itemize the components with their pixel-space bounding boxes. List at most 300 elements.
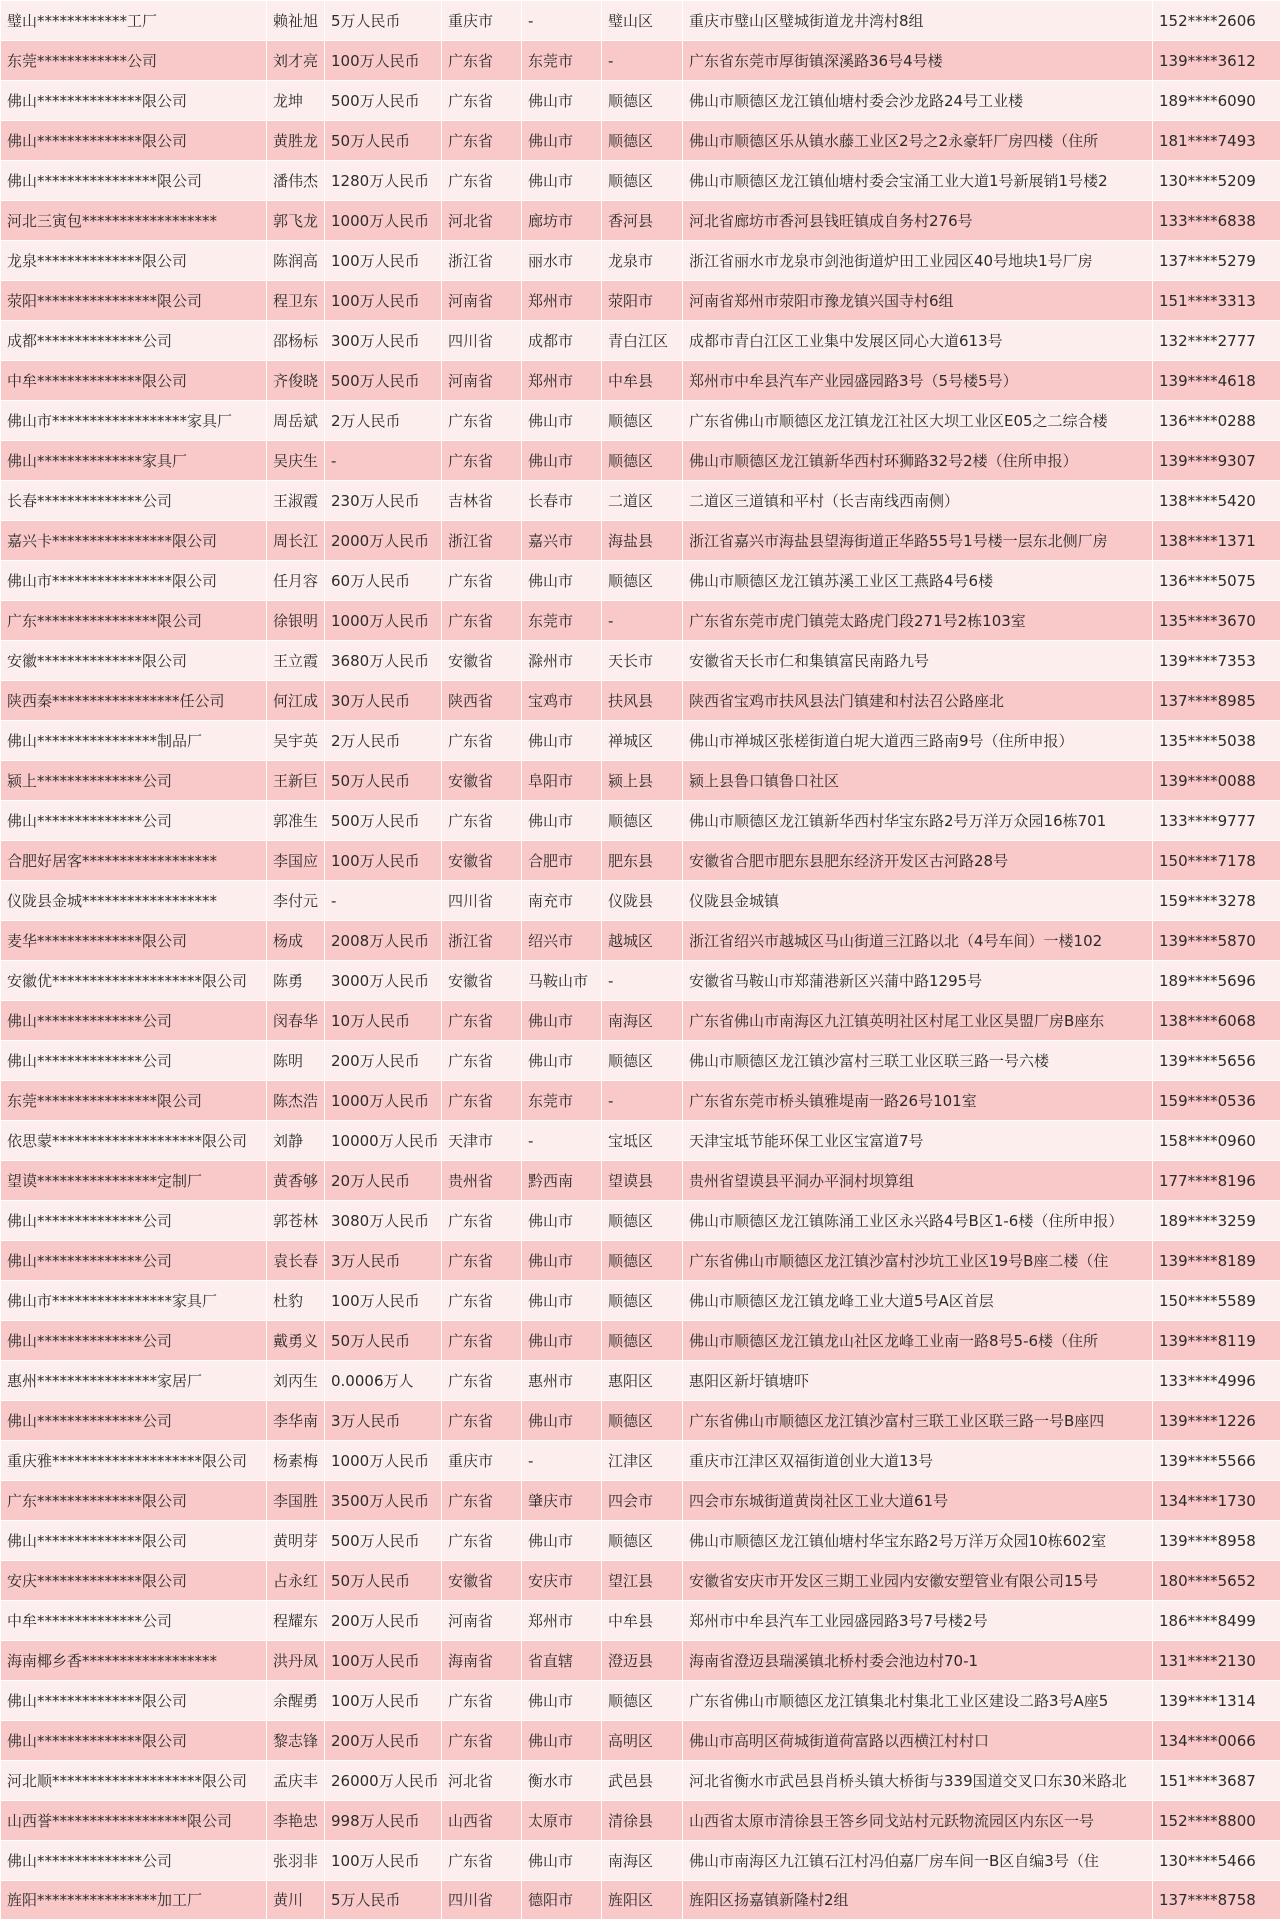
- address-cell: 重庆市璧山区璧城街道龙井湾村8组: [683, 1, 1153, 41]
- phone-cell: 139****1226: [1153, 1401, 1280, 1441]
- legal-person-cell: 龙坤: [267, 81, 325, 121]
- address-cell: 浙江省嘉兴市海盐县望海街道正华路55号1号楼一层东北侧厂房: [683, 521, 1153, 561]
- district-cell: 南海区: [602, 1001, 683, 1041]
- address-cell: 安徽省合肥市肥东县肥东经济开发区古河路28号: [683, 841, 1153, 881]
- company-name-cell: 安徽优********************限公司: [1, 961, 267, 1001]
- registered-capital-cell: 26000万人民币: [325, 1761, 442, 1801]
- address-cell: 安徽省天长市仁和集镇富民南路九号: [683, 641, 1153, 681]
- company-name-cell: 东莞****************限公司: [1, 1081, 267, 1121]
- city-cell: 宝鸡市: [522, 681, 602, 721]
- phone-cell: 159****0536: [1153, 1081, 1280, 1121]
- table-row: [1, 641, 1280, 681]
- legal-person-cell: 李国胜: [267, 1481, 325, 1521]
- legal-person-cell: 黄明芽: [267, 1521, 325, 1561]
- phone-cell: 159****3278: [1153, 881, 1280, 921]
- phone-cell: 138****5420: [1153, 481, 1280, 521]
- company-name-cell: 中牟**************限公司: [1, 361, 267, 401]
- address-cell: 郑州市中牟县汽车产业园盛园路3号（5号楼5号）: [683, 361, 1153, 401]
- address-cell: 浙江省绍兴市越城区马山街道三江路以北（4号车间）一楼102: [683, 921, 1153, 961]
- phone-cell: 134****1730: [1153, 1481, 1280, 1521]
- company-name-cell: 安庆**************限公司: [1, 1561, 267, 1601]
- district-cell: 顺德区: [602, 1681, 683, 1721]
- address-cell: 山西省太原市清徐县王答乡同戈站村元跃物流园区内东区一号: [683, 1801, 1153, 1841]
- province-cell: 广东省: [442, 121, 522, 161]
- address-cell: 颍上县鲁口镇鲁口社区: [683, 761, 1153, 801]
- district-cell: 清徐县: [602, 1801, 683, 1841]
- table-row: [1, 721, 1280, 761]
- district-cell: 顺德区: [602, 561, 683, 601]
- city-cell: 佛山市: [522, 161, 602, 201]
- phone-cell: 152****8800: [1153, 1801, 1280, 1841]
- district-cell: 旌阳区: [602, 1881, 683, 1920]
- registered-capital-cell: 50万人民币: [325, 761, 442, 801]
- table-row: [1, 401, 1280, 441]
- legal-person-cell: 李国应: [267, 841, 325, 881]
- company-name-cell: 山西誉******************限公司: [1, 1801, 267, 1841]
- phone-cell: 151****3687: [1153, 1761, 1280, 1801]
- registered-capital-cell: 200万人民币: [325, 1721, 442, 1761]
- table-row: [1, 841, 1280, 881]
- table-row: [1, 201, 1280, 241]
- address-cell: 广东省佛山市顺德区龙江镇集北村集北工业区建设二路3号A座5: [683, 1681, 1153, 1721]
- phone-cell: 189****3259: [1153, 1201, 1280, 1241]
- district-cell: 中牟县: [602, 361, 683, 401]
- district-cell: 顺德区: [602, 441, 683, 481]
- phone-cell: 139****8958: [1153, 1521, 1280, 1561]
- city-cell: 合肥市: [522, 841, 602, 881]
- city-cell: 佛山市: [522, 1841, 602, 1881]
- province-cell: 广东省: [442, 1841, 522, 1881]
- address-cell: 佛山市顺德区龙江镇新华西村环狮路32号2楼（住所申报）: [683, 441, 1153, 481]
- province-cell: 重庆市: [442, 1, 522, 41]
- legal-person-cell: 刘才亮: [267, 41, 325, 81]
- registered-capital-cell: 2000万人民币: [325, 521, 442, 561]
- table-row: [1, 1201, 1280, 1241]
- registered-capital-cell: 50万人民币: [325, 121, 442, 161]
- legal-person-cell: 杨素梅: [267, 1441, 325, 1481]
- phone-cell: 135****5038: [1153, 721, 1280, 761]
- legal-person-cell: 黎志锋: [267, 1721, 325, 1761]
- table-row: [1, 1881, 1280, 1920]
- company-name-cell: 佛山**************公司: [1, 1401, 267, 1441]
- province-cell: 广东省: [442, 1201, 522, 1241]
- phone-cell: 137****8985: [1153, 681, 1280, 721]
- province-cell: 安徽省: [442, 641, 522, 681]
- province-cell: 浙江省: [442, 921, 522, 961]
- phone-cell: 133****6838: [1153, 201, 1280, 241]
- phone-cell: 139****7353: [1153, 641, 1280, 681]
- city-cell: 安庆市: [522, 1561, 602, 1601]
- legal-person-cell: 任月容: [267, 561, 325, 601]
- phone-cell: 139****8119: [1153, 1321, 1280, 1361]
- registered-capital-cell: 100万人民币: [325, 1281, 442, 1321]
- registered-capital-cell: 998万人民币: [325, 1801, 442, 1841]
- company-name-cell: 佛山市****************限公司: [1, 561, 267, 601]
- address-cell: 惠阳区新圩镇塘吓: [683, 1361, 1153, 1401]
- address-cell: 贵州省望谟县平洞办平洞村坝算组: [683, 1161, 1153, 1201]
- address-cell: 佛山市顺德区龙江镇仙塘村华宝东路2号万洋万众园10栋602室: [683, 1521, 1153, 1561]
- registered-capital-cell: 230万人民币: [325, 481, 442, 521]
- province-cell: 贵州省: [442, 1161, 522, 1201]
- city-cell: 佛山市: [522, 81, 602, 121]
- address-cell: 广东省东莞市虎门镇莞太路虎门段271号2栋103室: [683, 601, 1153, 641]
- phone-cell: 139****9307: [1153, 441, 1280, 481]
- table-row: [1, 1721, 1280, 1761]
- phone-cell: 189****5696: [1153, 961, 1280, 1001]
- phone-cell: 135****3670: [1153, 601, 1280, 641]
- phone-cell: 151****3313: [1153, 281, 1280, 321]
- company-name-cell: 佛山市****************家具厂: [1, 1281, 267, 1321]
- district-cell: 江津区: [602, 1441, 683, 1481]
- district-cell: 中牟县: [602, 1601, 683, 1641]
- registered-capital-cell: 2万人民币: [325, 401, 442, 441]
- table-row: [1, 241, 1280, 281]
- registered-capital-cell: 100万人民币: [325, 841, 442, 881]
- company-name-cell: 佛山**************公司: [1, 1001, 267, 1041]
- city-cell: 佛山市: [522, 401, 602, 441]
- city-cell: 佛山市: [522, 561, 602, 601]
- registered-capital-cell: 2万人民币: [325, 721, 442, 761]
- legal-person-cell: 何江成: [267, 681, 325, 721]
- company-name-cell: 佛山**************限公司: [1, 1721, 267, 1761]
- company-name-cell: 璧山************工厂: [1, 1, 267, 41]
- table-row: [1, 1561, 1280, 1601]
- legal-person-cell: 黄香够: [267, 1161, 325, 1201]
- registered-capital-cell: 1000万人民币: [325, 1081, 442, 1121]
- company-name-cell: 龙泉**************限公司: [1, 241, 267, 281]
- table-row: [1, 1801, 1280, 1841]
- company-name-cell: 嘉兴卡****************限公司: [1, 521, 267, 561]
- legal-person-cell: 余醒勇: [267, 1681, 325, 1721]
- table-row: [1, 1241, 1280, 1281]
- province-cell: 广东省: [442, 801, 522, 841]
- city-cell: 佛山市: [522, 721, 602, 761]
- table-row: [1, 561, 1280, 601]
- table-row: [1, 1841, 1280, 1881]
- province-cell: 广东省: [442, 561, 522, 601]
- table-row: [1, 761, 1280, 801]
- legal-person-cell: 吴庆生: [267, 441, 325, 481]
- province-cell: 河北省: [442, 1761, 522, 1801]
- company-name-cell: 合肥好居客******************: [1, 841, 267, 881]
- company-name-cell: 惠州****************家居厂: [1, 1361, 267, 1401]
- phone-cell: 139****3612: [1153, 41, 1280, 81]
- registered-capital-cell: 3万人民币: [325, 1401, 442, 1441]
- province-cell: 浙江省: [442, 241, 522, 281]
- table-row: [1, 1401, 1280, 1441]
- province-cell: 广东省: [442, 441, 522, 481]
- address-cell: 佛山市顺德区龙江镇龙山社区龙峰工业南一路8号5-6楼（住所: [683, 1321, 1153, 1361]
- table-row: [1, 281, 1280, 321]
- registered-capital-cell: 3680万人民币: [325, 641, 442, 681]
- province-cell: 广东省: [442, 601, 522, 641]
- legal-person-cell: 占永红: [267, 1561, 325, 1601]
- district-cell: 顺德区: [602, 161, 683, 201]
- company-name-cell: 依思蒙********************限公司: [1, 1121, 267, 1161]
- district-cell: 顺德区: [602, 401, 683, 441]
- registered-capital-cell: 30万人民币: [325, 681, 442, 721]
- company-name-cell: 佛山**************限公司: [1, 81, 267, 121]
- district-cell: 香河县: [602, 201, 683, 241]
- district-cell: 惠阳区: [602, 1361, 683, 1401]
- registered-capital-cell: 100万人民币: [325, 41, 442, 81]
- table-row: [1, 801, 1280, 841]
- registered-capital-cell: 1000万人民币: [325, 601, 442, 641]
- company-name-cell: 佛山**************家具厂: [1, 441, 267, 481]
- company-name-cell: 望谟****************定制厂: [1, 1161, 267, 1201]
- company-name-cell: 佛山****************制品厂: [1, 721, 267, 761]
- phone-cell: 133****4996: [1153, 1361, 1280, 1401]
- district-cell: 海盐县: [602, 521, 683, 561]
- registered-capital-cell: 3080万人民币: [325, 1201, 442, 1241]
- address-cell: 佛山市顺德区龙江镇新华西村华宝东路2号万洋万众园16栋701: [683, 801, 1153, 841]
- province-cell: 安徽省: [442, 841, 522, 881]
- district-cell: 仪陇县: [602, 881, 683, 921]
- province-cell: 四川省: [442, 321, 522, 361]
- city-cell: 佛山市: [522, 1321, 602, 1361]
- company-name-cell: 重庆雅********************限公司: [1, 1441, 267, 1481]
- table-row: [1, 1361, 1280, 1401]
- table-row: [1, 1441, 1280, 1481]
- city-cell: 东莞市: [522, 601, 602, 641]
- registered-capital-cell: 200万人民币: [325, 1601, 442, 1641]
- phone-cell: 139****8189: [1153, 1241, 1280, 1281]
- city-cell: 佛山市: [522, 1281, 602, 1321]
- province-cell: 广东省: [442, 1481, 522, 1521]
- province-cell: 广东省: [442, 401, 522, 441]
- province-cell: 广东省: [442, 41, 522, 81]
- legal-person-cell: 戴勇义: [267, 1321, 325, 1361]
- province-cell: 陕西省: [442, 681, 522, 721]
- table-row: [1, 1121, 1280, 1161]
- city-cell: 衡水市: [522, 1761, 602, 1801]
- district-cell: 青白江区: [602, 321, 683, 361]
- legal-person-cell: 李付元: [267, 881, 325, 921]
- legal-person-cell: 黄胜龙: [267, 121, 325, 161]
- city-cell: 廊坊市: [522, 201, 602, 241]
- province-cell: 山西省: [442, 1801, 522, 1841]
- city-cell: 长春市: [522, 481, 602, 521]
- registered-capital-cell: 1000万人民币: [325, 1441, 442, 1481]
- company-name-cell: 佛山**************公司: [1, 801, 267, 841]
- district-cell: 顺德区: [602, 1401, 683, 1441]
- legal-person-cell: 王淑霞: [267, 481, 325, 521]
- district-cell: 高明区: [602, 1721, 683, 1761]
- legal-person-cell: 郭飞龙: [267, 201, 325, 241]
- company-name-cell: 佛山**************限公司: [1, 121, 267, 161]
- table-row: [1, 361, 1280, 401]
- city-cell: 成都市: [522, 321, 602, 361]
- province-cell: 河南省: [442, 281, 522, 321]
- district-cell: 顺德区: [602, 1041, 683, 1081]
- district-cell: -: [602, 1081, 683, 1121]
- city-cell: 德阳市: [522, 1881, 602, 1920]
- legal-person-cell: 陈杰浩: [267, 1081, 325, 1121]
- province-cell: 安徽省: [442, 761, 522, 801]
- address-cell: 佛山市高明区荷城街道荷富路以西横江村村口: [683, 1721, 1153, 1761]
- province-cell: 四川省: [442, 881, 522, 921]
- district-cell: 顺德区: [602, 1321, 683, 1361]
- company-name-cell: 佛山**************限公司: [1, 1681, 267, 1721]
- district-cell: 宝坻区: [602, 1121, 683, 1161]
- address-cell: 佛山市南海区九江镇石江村冯伯嘉厂房车间一B区自编3号（住: [683, 1841, 1153, 1881]
- district-cell: 南海区: [602, 1841, 683, 1881]
- city-cell: 南充市: [522, 881, 602, 921]
- company-name-cell: 佛山市******************家具厂: [1, 401, 267, 441]
- city-cell: 佛山市: [522, 441, 602, 481]
- registered-capital-cell: 300万人民币: [325, 321, 442, 361]
- address-cell: 佛山市禅城区张槎街道白坭大道西三路南9号（住所申报）: [683, 721, 1153, 761]
- city-cell: 佛山市: [522, 1721, 602, 1761]
- registered-capital-cell: 60万人民币: [325, 561, 442, 601]
- table-row: [1, 121, 1280, 161]
- phone-cell: 139****5870: [1153, 921, 1280, 961]
- registered-capital-cell: 100万人民币: [325, 241, 442, 281]
- table-row: [1, 921, 1280, 961]
- phone-cell: 134****0066: [1153, 1721, 1280, 1761]
- company-name-cell: 长春**************公司: [1, 481, 267, 521]
- city-cell: 佛山市: [522, 1401, 602, 1441]
- address-cell: 河南省郑州市荥阳市豫龙镇兴国寺村6组: [683, 281, 1153, 321]
- company-name-cell: 麦华**************限公司: [1, 921, 267, 961]
- legal-person-cell: 郭准生: [267, 801, 325, 841]
- province-cell: 海南省: [442, 1641, 522, 1681]
- city-cell: 马鞍山市: [522, 961, 602, 1001]
- address-cell: 成都市青白江区工业集中发展区同心大道613号: [683, 321, 1153, 361]
- registered-capital-cell: 50万人民币: [325, 1561, 442, 1601]
- city-cell: 肇庆市: [522, 1481, 602, 1521]
- province-cell: 广东省: [442, 1721, 522, 1761]
- legal-person-cell: 周长江: [267, 521, 325, 561]
- registered-capital-cell: 20万人民币: [325, 1161, 442, 1201]
- address-cell: 广东省佛山市顺德区龙江镇龙江社区大坝工业区E05之二综合楼: [683, 401, 1153, 441]
- legal-person-cell: 洪丹凤: [267, 1641, 325, 1681]
- city-cell: 佛山市: [522, 1001, 602, 1041]
- district-cell: 天长市: [602, 641, 683, 681]
- city-cell: 佛山市: [522, 801, 602, 841]
- city-cell: 郑州市: [522, 361, 602, 401]
- address-cell: 安徽省马鞍山市郑蒲港新区兴蒲中路1295号: [683, 961, 1153, 1001]
- company-name-cell: 颍上**************公司: [1, 761, 267, 801]
- province-cell: 广东省: [442, 1241, 522, 1281]
- address-cell: 佛山市顺德区龙江镇仙塘村委会沙龙路24号工业楼: [683, 81, 1153, 121]
- registered-capital-cell: 500万人民币: [325, 81, 442, 121]
- table-row: [1, 1281, 1280, 1321]
- registered-capital-cell: 100万人民币: [325, 1841, 442, 1881]
- address-cell: 二道区三道镇和平村（长吉南线西南侧）: [683, 481, 1153, 521]
- legal-person-cell: 程卫东: [267, 281, 325, 321]
- company-name-cell: 荥阳****************限公司: [1, 281, 267, 321]
- table-row: [1, 1761, 1280, 1801]
- legal-person-cell: 程耀东: [267, 1601, 325, 1641]
- city-cell: 滁州市: [522, 641, 602, 681]
- address-cell: 陕西省宝鸡市扶风县法门镇建和村法召公路座北: [683, 681, 1153, 721]
- table-row: [1, 1481, 1280, 1521]
- address-cell: 佛山市顺德区龙江镇龙峰工业大道5号A区首层: [683, 1281, 1153, 1321]
- table-row: [1, 1521, 1280, 1561]
- legal-person-cell: 齐俊晓: [267, 361, 325, 401]
- address-cell: 安徽省安庆市开发区三期工业园内安徽安塑管业有限公司15号: [683, 1561, 1153, 1601]
- district-cell: 龙泉市: [602, 241, 683, 281]
- province-cell: 河北省: [442, 201, 522, 241]
- district-cell: 顺德区: [602, 1281, 683, 1321]
- legal-person-cell: 赖祉旭: [267, 1, 325, 41]
- address-cell: 广东省佛山市南海区九江镇英明社区村尾工业区昊盟厂房B座东: [683, 1001, 1153, 1041]
- address-cell: 河北省衡水市武邑县肖桥头镇大桥街与339国道交叉口东30米路北: [683, 1761, 1153, 1801]
- district-cell: 顺德区: [602, 1241, 683, 1281]
- address-cell: 广东省东莞市厚街镇深溪路36号4号楼: [683, 41, 1153, 81]
- city-cell: 郑州市: [522, 1601, 602, 1641]
- phone-cell: 177****8196: [1153, 1161, 1280, 1201]
- company-name-cell: 海南椰乡香******************: [1, 1641, 267, 1681]
- company-name-cell: 佛山****************限公司: [1, 161, 267, 201]
- address-cell: 广东省佛山市顺德区龙江镇沙富村沙坑工业区19号B座二楼（住: [683, 1241, 1153, 1281]
- table-row: [1, 1641, 1280, 1681]
- city-cell: 嘉兴市: [522, 521, 602, 561]
- province-cell: 广东省: [442, 1281, 522, 1321]
- legal-person-cell: 郭苍林: [267, 1201, 325, 1241]
- address-cell: 佛山市顺德区乐从镇水藤工业区2号之2永豪轩厂房四楼（住所: [683, 121, 1153, 161]
- city-cell: 佛山市: [522, 1521, 602, 1561]
- city-cell: 绍兴市: [522, 921, 602, 961]
- registered-capital-cell: 0.0006万人: [325, 1361, 442, 1401]
- registered-capital-cell: 100万人民币: [325, 1641, 442, 1681]
- district-cell: 肥东县: [602, 841, 683, 881]
- legal-person-cell: 杜豹: [267, 1281, 325, 1321]
- table-row: [1, 161, 1280, 201]
- province-cell: 广东省: [442, 1321, 522, 1361]
- table-row: [1, 1321, 1280, 1361]
- company-name-cell: 安徽**************限公司: [1, 641, 267, 681]
- legal-person-cell: 王新巨: [267, 761, 325, 801]
- district-cell: 禅城区: [602, 721, 683, 761]
- legal-person-cell: 张羽非: [267, 1841, 325, 1881]
- city-cell: 郑州市: [522, 281, 602, 321]
- table-row: [1, 1161, 1280, 1201]
- address-cell: 旌阳区扬嘉镇新隆村2组: [683, 1881, 1153, 1920]
- registered-capital-cell: 10万人民币: [325, 1001, 442, 1041]
- city-cell: 阜阳市: [522, 761, 602, 801]
- city-cell: 太原市: [522, 1801, 602, 1841]
- phone-cell: 180****5652: [1153, 1561, 1280, 1601]
- district-cell: 顺德区: [602, 81, 683, 121]
- city-cell: 黔西南: [522, 1161, 602, 1201]
- city-cell: 佛山市: [522, 1041, 602, 1081]
- legal-person-cell: 邵杨标: [267, 321, 325, 361]
- company-name-cell: 成都**************公司: [1, 321, 267, 361]
- company-name-cell: 旌阳****************加工厂: [1, 1881, 267, 1920]
- legal-person-cell: 陈勇: [267, 961, 325, 1001]
- address-cell: 海南省澄迈县瑞溪镇北桥村委会池边村70-1: [683, 1641, 1153, 1681]
- legal-person-cell: 孟庆丰: [267, 1761, 325, 1801]
- district-cell: 越城区: [602, 921, 683, 961]
- phone-cell: 136****0288: [1153, 401, 1280, 441]
- district-cell: 望江县: [602, 1561, 683, 1601]
- registered-capital-cell: 1000万人民币: [325, 201, 442, 241]
- district-cell: 顺德区: [602, 121, 683, 161]
- address-cell: 天津宝坻节能环保工业区宝富道7号: [683, 1121, 1153, 1161]
- legal-person-cell: 刘丙生: [267, 1361, 325, 1401]
- district-cell: 顺德区: [602, 1201, 683, 1241]
- registered-capital-cell: -: [325, 881, 442, 921]
- legal-person-cell: 吴宇英: [267, 721, 325, 761]
- table-row: [1, 1601, 1280, 1641]
- district-cell: 颍上县: [602, 761, 683, 801]
- phone-cell: 150****7178: [1153, 841, 1280, 881]
- city-cell: 佛山市: [522, 121, 602, 161]
- province-cell: 天津市: [442, 1121, 522, 1161]
- table-row: [1, 41, 1280, 81]
